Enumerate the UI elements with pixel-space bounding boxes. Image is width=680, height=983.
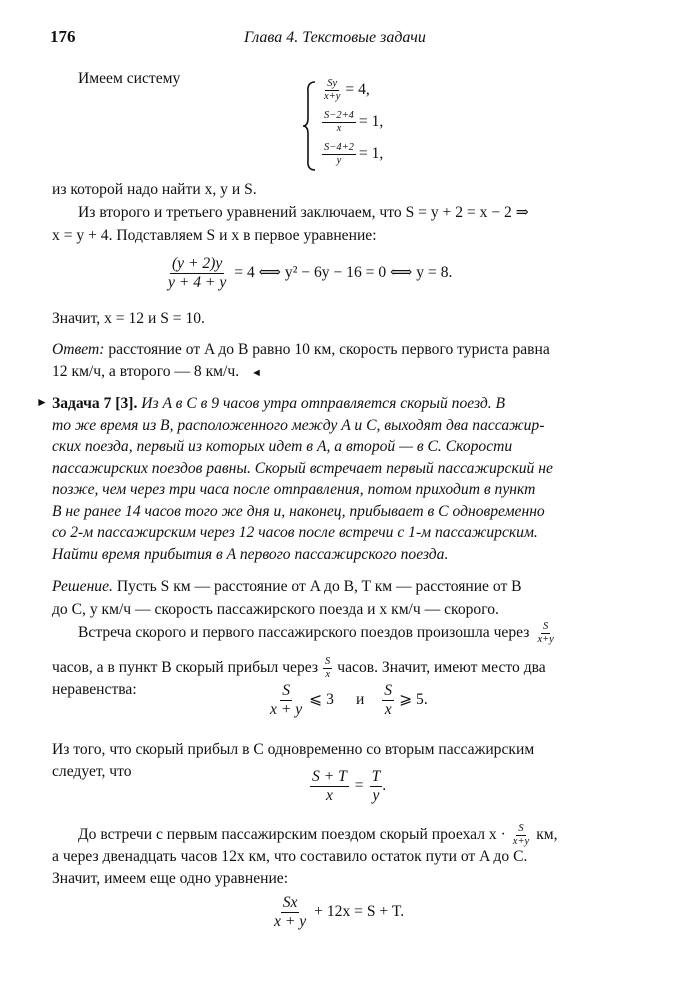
find-text: из которой надо найти x, y и S. xyxy=(52,181,257,198)
system-eq-3: $\frac{S-4+2}{y}$ = 1, xyxy=(324,142,384,167)
p5-line-1: Из того, что скорый прибыл в C одновременно со вторым пассажирским xyxy=(52,741,535,758)
solution-line-2: до C, y км/ч — скорость пассажирского поезда и x км/ч — скорого. xyxy=(52,601,499,618)
equation-3: $\frac{Sx}{x + y}$ + 12x = S + T. xyxy=(274,894,405,930)
chapter-title: Глава 4. Текстовые задачи xyxy=(244,29,426,46)
problem-line-6: B не ранее 14 часов того же дня и, наконец, прибывает в C одновременно xyxy=(52,502,545,520)
system-eq-1: $\frac{Sy}{x+y}$ = 4, xyxy=(324,78,370,103)
answer-line-2: 12 км/ч, а второго — 8 км/ч. ◄ xyxy=(52,363,262,380)
p6-line-2: а через двенадцать часов 12x км, что составило остаток пути от A до C. xyxy=(52,848,528,865)
page-number: 176 xyxy=(50,27,76,46)
answer-label: Ответ: xyxy=(52,341,105,358)
main-equation: $\frac{(y + 2)y}{y + 4 + y}$ = 4 ⟺ y² − 6y − 16 = 0 ⟺ y = 8. xyxy=(168,255,453,291)
problem-line-1: ► Задача 7 [3]. Из A в C в 9 часов утра отправляется скорый поезд. В xyxy=(36,395,506,412)
problem-line-5: позже, чем через три часа после отправления, потом приходит в пункт xyxy=(52,481,536,499)
inequalities: $\frac{S}{x + y}$ ⩽ 3 и $\frac{S}{x}$ ⩾ 5. xyxy=(270,682,428,718)
solution-line-1: Решение. Пусть S км — расстояние от A до B, T км — расстояние от B xyxy=(52,578,522,595)
solution-line-3: Встреча скорого и первого пассажирского поездов произошла через $\frac{S}{x+y}$ xyxy=(78,621,554,646)
p6-line-1: До встречи с первым пассажирским поездом скорый проехал x · $\frac{S}{x+y}$ км, xyxy=(78,823,558,848)
problem-line-3: ских поезда, первый из которых идет в A, а второй — в C. Скорости xyxy=(52,438,513,456)
problem-marker-icon: ► xyxy=(36,395,48,409)
system-eq-2: $\frac{S-2+4}{x}$ = 1, xyxy=(324,110,384,135)
derivation-line-1: Из второго и третьего уравнений заключаем, что S = y + 2 = x − 2 ⇒ xyxy=(78,204,529,221)
answer-line-1: Ответ: расстояние от A до B равно 10 км, скорость первого туриста равна xyxy=(52,341,550,358)
problem-line-4: пассажирских поездов равны. Скорый встречает первый пассажирский не xyxy=(52,459,553,477)
end-mark-icon: ◄ xyxy=(251,367,262,379)
solution-line-5: неравенства: xyxy=(52,681,137,698)
derivation-line-2: x = y + 4. Подставляем S и x в первое уравнение: xyxy=(52,227,377,244)
problem-ref: [3]. xyxy=(115,395,138,412)
p6-line-3: Значит, имеем еще одно уравнение: xyxy=(52,870,289,887)
result-text: Значит, x = 12 и S = 10. xyxy=(52,310,205,327)
solution-line-4: часов, а в пункт B скорый прибыл через $\frac{S}{x}$ часов. Значит, имеют место два xyxy=(52,656,546,681)
intro-text: Имеем систему xyxy=(78,70,181,87)
equation-2: $\frac{S + T}{x}$ = $\frac{T}{y}$ . xyxy=(312,768,387,804)
solution-label: Решение. xyxy=(52,578,113,595)
problem-title: Задача 7 xyxy=(52,395,112,412)
problem-line-7: со 2-м пассажирским через 12 часов после встречи с 1-м пассажирским. xyxy=(52,524,538,542)
p5-line-2: следует, что xyxy=(52,763,132,780)
problem-line-8: Найти время прибытия в A первого пассажирского поезда. xyxy=(52,546,449,564)
left-brace-icon xyxy=(302,80,318,172)
problem-line-2: то же время из B, расположенного между A и C, выходят два пассажир- xyxy=(52,416,545,434)
problem-block xyxy=(36,394,553,566)
